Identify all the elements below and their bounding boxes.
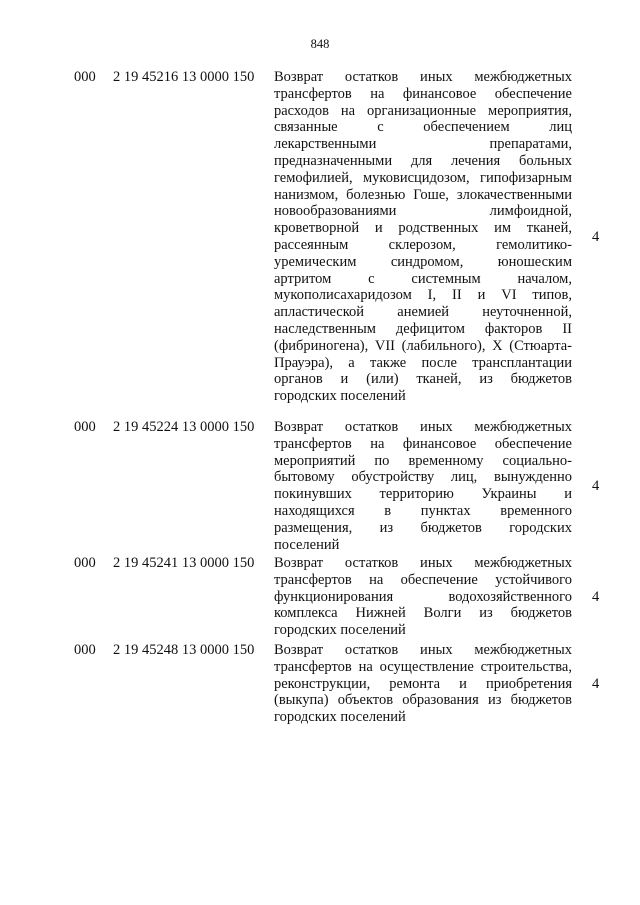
admin-code: 000 [74, 69, 96, 85]
description-line: городских поселений [274, 388, 406, 405]
description-line: артритом с системным началом, [274, 270, 572, 287]
amount-value: 4 [592, 229, 600, 245]
admin-code: 000 [74, 642, 96, 658]
amount-value: 4 [592, 589, 600, 605]
description-line: находящихся в пунктах временного [274, 502, 572, 519]
description-line: нанизмом, болезнью Гоше, злокачественными [274, 186, 572, 203]
description-line: Возврат остатков иных межбюджетных [274, 642, 572, 658]
description-line: мукополисахаридозом I, II и VI типов, [274, 287, 572, 304]
description-line: гемофилией, муковисцидозом, гипофизарным [274, 169, 572, 186]
description-line: рассеянным склерозом, гемолитико- [274, 236, 572, 253]
description-line: уремическим синдромом, юношеским [274, 253, 572, 270]
admin-code: 000 [74, 555, 96, 571]
page-number: 848 [310, 37, 330, 51]
description-line: (фибриногена), VII (лабильного), X (Стюарта- [274, 337, 572, 354]
description-line: трансфертов на осуществление строительства, [274, 658, 572, 675]
description-line: трансфертов на обеспечение устойчивого [274, 571, 572, 588]
description-line: городских поселений [274, 709, 406, 726]
description-line: наследственным дефицитом факторов II [274, 320, 572, 337]
description-line: Возврат остатков иных межбюджетных [274, 69, 572, 85]
description-line: бытовому обустройству лиц, вынужденно [274, 469, 572, 486]
budget-classification-code: 2 19 45216 13 0000 150 [113, 69, 255, 85]
description-line: лекарственными препаратами, [274, 136, 572, 153]
description-line: функционирования водохозяйственного [274, 588, 572, 605]
description-line: (выкупа) объектов образования из бюджетов [274, 692, 572, 709]
description-line: предназначенными для лечения больных [274, 152, 572, 169]
budget-classification-code: 2 19 45248 13 0000 150 [113, 642, 255, 658]
description-line: Прауэра), а также после трансплантации [274, 354, 572, 371]
description-line: размещения, из бюджетов городских [274, 519, 572, 536]
description-line: комплекса Нижней Волги из бюджетов [274, 605, 572, 622]
amount-value: 4 [592, 676, 600, 692]
description-line: апластической анемией неуточненной, [274, 304, 572, 321]
income-description [274, 419, 572, 553]
description-line: покинувших территорию Украины и [274, 486, 572, 503]
description-line: органов и (или) тканей, из бюджетов [274, 371, 572, 388]
description-line: трансфертов на финансовое обеспечение [274, 85, 572, 102]
admin-code: 000 [74, 419, 96, 435]
description-line: Возврат остатков иных межбюджетных [274, 419, 572, 435]
description-line: расходов на организационные мероприятия, [274, 102, 572, 119]
description-line: поселений [274, 536, 340, 553]
income-description [274, 69, 572, 405]
description-line: Возврат остатков иных межбюджетных [274, 555, 572, 571]
description-line: реконструкции, ремонта и приобретения [274, 675, 572, 692]
income-description [274, 555, 572, 639]
description-line: трансфертов на финансовое обеспечение [274, 435, 572, 452]
description-line: связанные с обеспечением лиц [274, 119, 572, 136]
description-line: кроветворной и родственных им тканей, [274, 220, 572, 237]
budget-classification-code: 2 19 45224 13 0000 150 [113, 419, 255, 435]
description-line: городских поселений [274, 622, 406, 639]
income-description [274, 642, 572, 726]
amount-value: 4 [592, 478, 600, 494]
budget-classification-code: 2 19 45241 13 0000 150 [113, 555, 255, 571]
description-line: новообразованиями лимфоидной, [274, 203, 572, 220]
description-line: мероприятий по временному социально- [274, 452, 572, 469]
